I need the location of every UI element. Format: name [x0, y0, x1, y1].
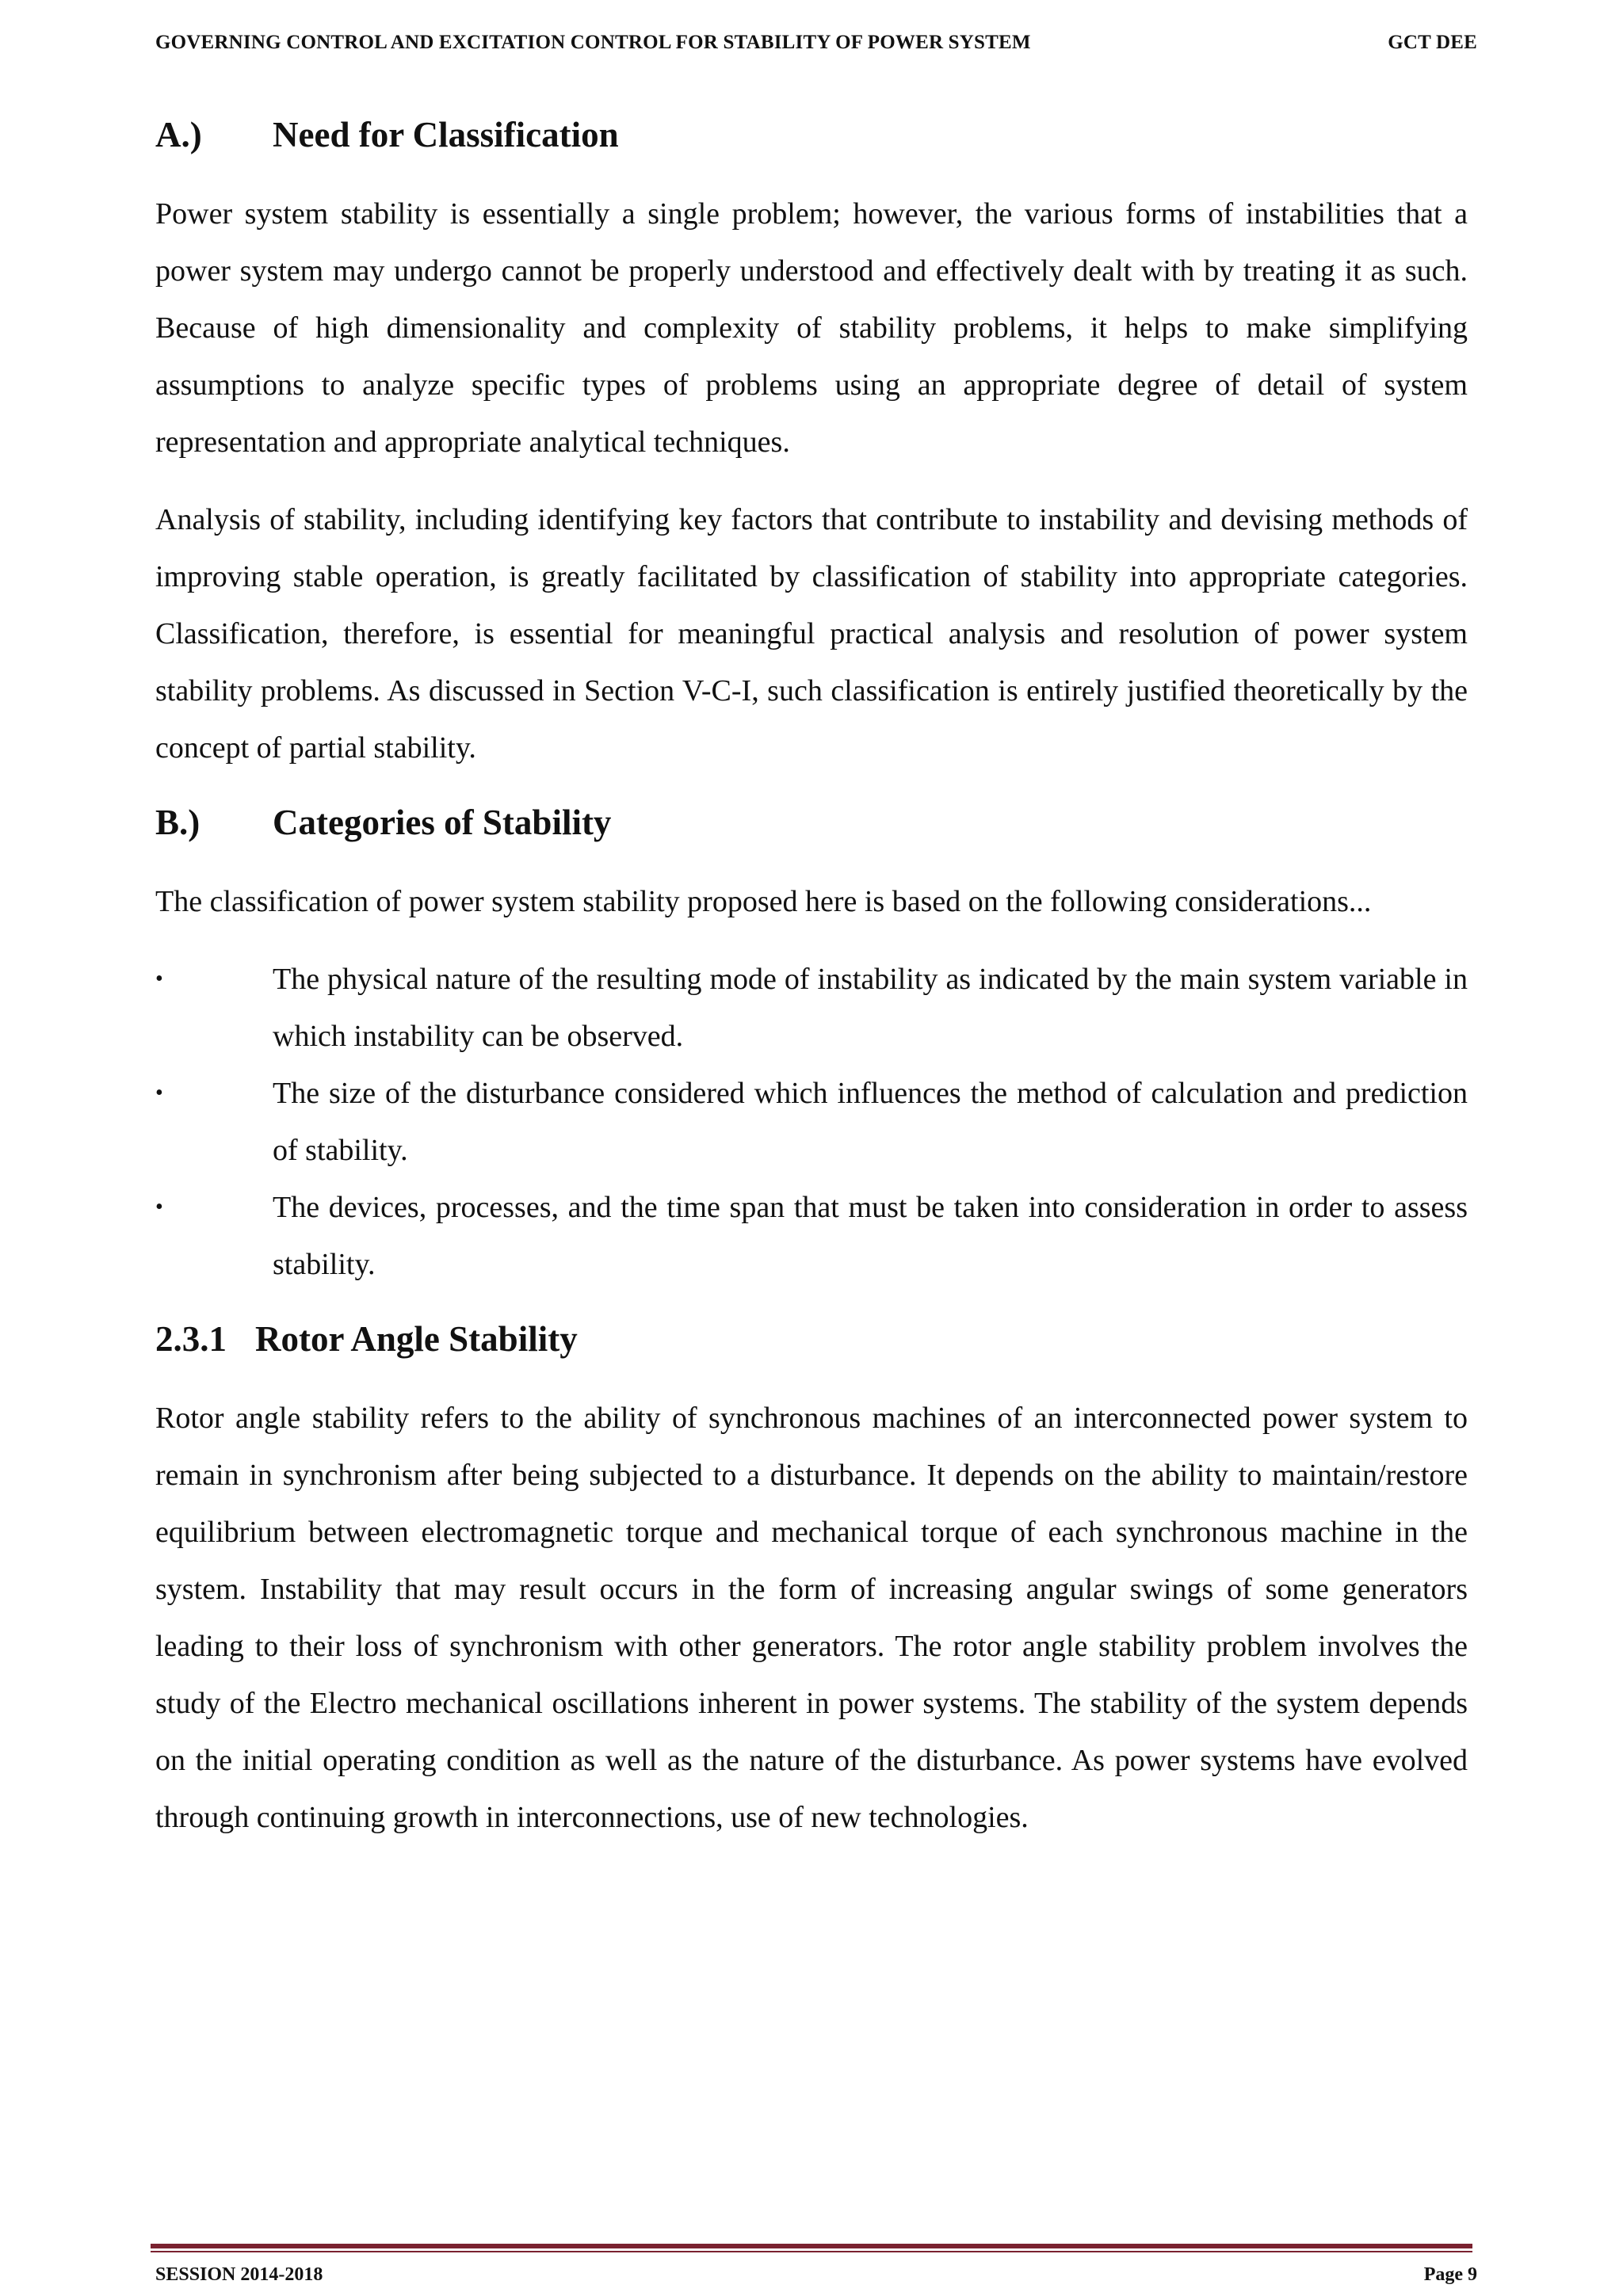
footer-rule-thick: [151, 2244, 1472, 2248]
bullet-icon: •: [155, 967, 163, 991]
section-b-paragraph-1: The classification of power system stability proposed here is based on the following considerations...: [155, 885, 1372, 918]
footer-rule: [151, 2244, 1472, 2252]
list-item: [155, 1179, 1468, 1293]
header-title: GOVERNING CONTROL AND EXCITATION CONTROL FOR STABILITY OF POWER SYSTEM: [155, 32, 1031, 53]
list-item: [155, 951, 1468, 1065]
list-item-text: The devices, processes, and the time span that must be taken into consideration in order to assess stability.: [273, 1191, 1468, 1281]
bullet-icon: •: [155, 1195, 163, 1219]
list-item: [155, 1065, 1468, 1179]
section-231-heading: [155, 1307, 1468, 1371]
page-number: Page 9: [1423, 2264, 1477, 2285]
section-231-paragraph-1: Rotor angle stability refers to the ability of synchronous machines of an interconnected power system to remain in synchronism after being subjected to a disturbance. It depends on the ability to maintain/restore equilibrium between electromagnetic torque and mechanical torque of each synchronous machine in the system. Instability that may result occurs in the form of increasing angular swings of some generators leading to their loss of synchronism with other generators. The rotor angle stability problem involves the study of the Electro mechanical oscillations inherent in power systems. The stability of the system depends on the initial operating condition as well as the nature of the disturbance. As power systems have evolved through continuing growth in interconnections, use of new technologies.: [155, 1402, 1468, 1834]
footer-session: SESSION 2014-2018: [155, 2264, 323, 2285]
footer-rule-thin: [151, 2251, 1472, 2252]
section-a-paragraph-1: Power system stability is essentially a single problem; however, the various forms of instabilities that a power system may undergo cannot be properly understood and effectively dealt with by treating it as such. Because of high dimensionality and complexity of stability problems, it helps to make simplifying assumptions to analyze specific types of problems using an appropriate degree of detail of system representation and appropriate analytical techniques.: [155, 197, 1468, 459]
section-a-paragraph-2: Analysis of stability, including identifying key factors that contribute to instability and devising methods of improving stable operation, is greatly facilitated by classification of stability into appropriate categories. Classification, therefore, is essential for meaningful practical analysis and resolution of power system stability problems. As discussed in Section V-C-I, such classification is entirely justified theoretically by the concept of partial stability.: [155, 503, 1468, 765]
bullet-icon: •: [155, 1081, 163, 1105]
considerations-list: [155, 951, 1468, 1293]
section-231-number: 2.3.1: [155, 1319, 227, 1359]
section-b-title: Categories of Stability: [273, 803, 612, 842]
page-header: [155, 27, 1477, 59]
list-item-text: The size of the disturbance considered which influences the method of calculation and prediction of stability.: [273, 1077, 1468, 1167]
section-b-number: B.): [155, 803, 200, 842]
section-a-heading: [155, 103, 1468, 166]
section-231-title: Rotor Angle Stability: [255, 1319, 578, 1359]
section-a-number: A.): [155, 115, 202, 154]
header-dept: GCT DEE: [1388, 32, 1477, 53]
list-item-text: The physical nature of the resulting mode of instability as indicated by the main system variable in which instability can be observed.: [273, 963, 1468, 1053]
page-footer: [155, 2261, 1477, 2288]
section-a-title: Need for Classification: [273, 115, 619, 154]
page-content: [155, 103, 1468, 1846]
section-b-heading: [155, 791, 1468, 854]
